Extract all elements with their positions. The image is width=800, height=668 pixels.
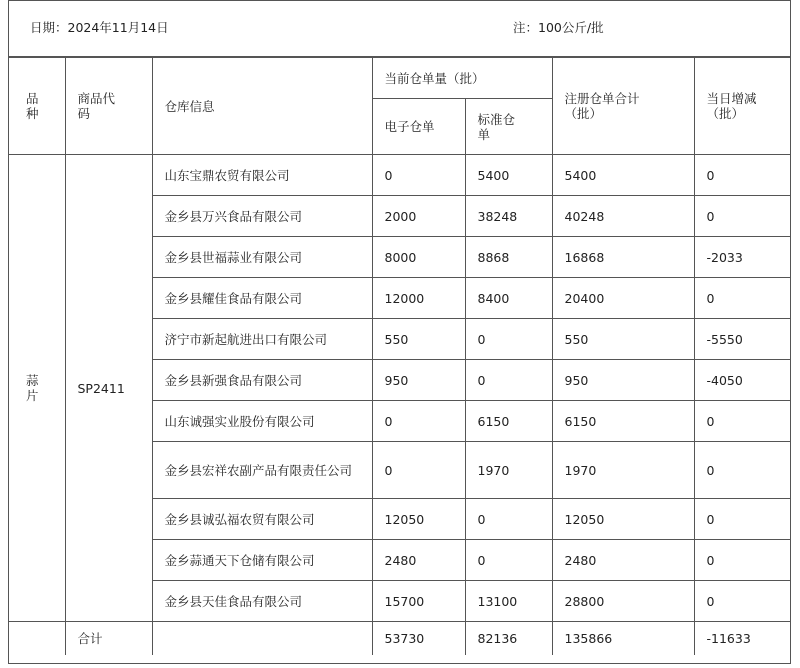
registered-total-cell: 950 [552,360,694,401]
date-label: 日期：2024年11月14日 [30,20,169,35]
electronic-receipt-cell: 12000 [372,278,465,319]
document-header [8,0,791,57]
daily-change-cell: 0 [694,278,791,319]
registered-total-cell: 6150 [552,401,694,442]
warehouse-name-cell: 山东宝鼎农贸有限公司 [152,155,372,196]
warehouse-name-cell: 金乡县诚弘福农贸有限公司 [152,499,372,540]
total-electronic-cell: 53730 [372,622,465,655]
unit-note: 注：100公斤/批 [513,20,604,35]
electronic-receipt-cell: 15700 [372,581,465,622]
standard-receipt-cell: 6150 [465,401,552,442]
total-change-cell: -11633 [694,622,791,655]
warehouse-name-cell: 金乡县万兴食品有限公司 [152,196,372,237]
electronic-receipt-cell: 550 [372,319,465,360]
registered-total-cell: 2480 [552,540,694,581]
standard-receipt-cell: 0 [465,540,552,581]
electronic-receipt-cell: 0 [372,442,465,499]
daily-change-cell: 0 [694,442,791,499]
warehouse-name-cell: 济宁市新起航进出口有限公司 [152,319,372,360]
registered-total-cell: 12050 [552,499,694,540]
electronic-receipt-cell: 0 [372,401,465,442]
header-row-1 [8,58,791,99]
total-variety-blank [8,622,65,655]
product-code-cell: SP2411 [65,155,152,622]
standard-receipt-cell: 8400 [465,278,552,319]
standard-receipt-cell: 0 [465,499,552,540]
standard-receipt-cell: 5400 [465,155,552,196]
column-header-standard: 标准仓 单 [465,99,552,155]
total-registered-cell: 135866 [552,622,694,655]
warehouse-name-cell: 金乡县天佳食品有限公司 [152,581,372,622]
total-row [8,622,791,655]
electronic-receipt-cell: 12050 [372,499,465,540]
total-standard-cell: 82136 [465,622,552,655]
standard-receipt-cell: 13100 [465,581,552,622]
warehouse-name-cell: 金乡县宏祥农副产品有限责任公司 [152,442,372,499]
registered-total-cell: 550 [552,319,694,360]
daily-change-cell: 0 [694,155,791,196]
warehouse-receipt-table [8,57,791,655]
registered-total-cell: 1970 [552,442,694,499]
electronic-receipt-cell: 2000 [372,196,465,237]
table-body [8,58,791,655]
warehouse-name-cell: 金乡县耀佳食品有限公司 [152,278,372,319]
column-header-warehouse: 仓库信息 [152,58,372,155]
table-row [8,155,791,196]
electronic-receipt-cell: 2480 [372,540,465,581]
standard-receipt-cell: 8868 [465,237,552,278]
column-header-variety: 品 种 [8,58,65,155]
standard-receipt-cell: 0 [465,360,552,401]
daily-change-cell: -5550 [694,319,791,360]
warehouse-name-cell: 山东诚强实业股份有限公司 [152,401,372,442]
warehouse-name-cell: 金乡县新强食品有限公司 [152,360,372,401]
column-header-registered-total: 注册仓单合计 （批） [552,58,694,155]
warehouse-name-cell: 金乡蒜通天下仓储有限公司 [152,540,372,581]
registered-total-cell: 5400 [552,155,694,196]
electronic-receipt-cell: 0 [372,155,465,196]
daily-change-cell: 0 [694,540,791,581]
standard-receipt-cell: 38248 [465,196,552,237]
daily-change-cell: 0 [694,196,791,237]
daily-change-cell: 0 [694,401,791,442]
variety-cell: 蒜 片 [8,155,65,622]
column-header-current-receipts: 当前仓单量（批） [372,58,552,99]
standard-receipt-cell: 1970 [465,442,552,499]
column-header-electronic: 电子仓单 [372,99,465,155]
registered-total-cell: 20400 [552,278,694,319]
total-label: 合计 [65,622,152,655]
daily-change-cell: 0 [694,581,791,622]
standard-receipt-cell: 0 [465,319,552,360]
electronic-receipt-cell: 950 [372,360,465,401]
daily-change-cell: -4050 [694,360,791,401]
column-header-daily-change: 当日增减 （批） [694,58,791,155]
registered-total-cell: 28800 [552,581,694,622]
electronic-receipt-cell: 8000 [372,237,465,278]
warehouse-name-cell: 金乡县世福蒜业有限公司 [152,237,372,278]
column-header-code: 商品代 码 [65,58,152,155]
registered-total-cell: 40248 [552,196,694,237]
total-warehouse-blank [152,622,372,655]
daily-change-cell: 0 [694,499,791,540]
daily-change-cell: -2033 [694,237,791,278]
registered-total-cell: 16868 [552,237,694,278]
